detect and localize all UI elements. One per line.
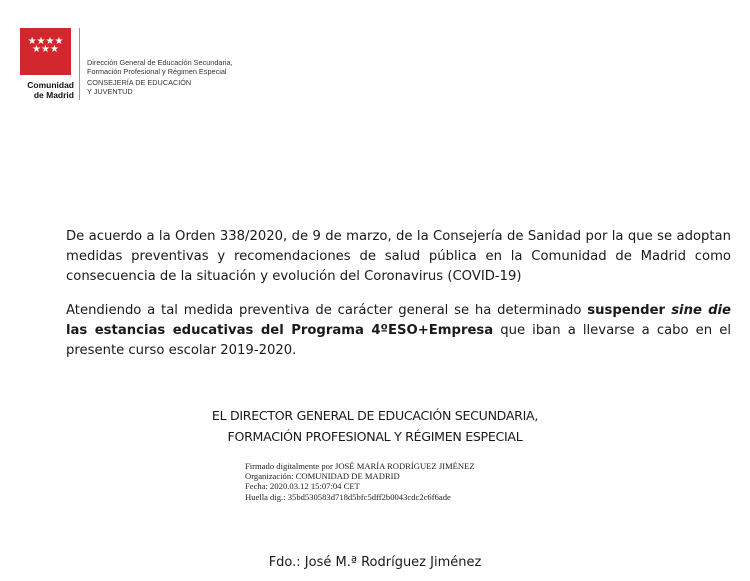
seven-stars-flag-icon [20,38,71,54]
comunidad-madrid-logo [20,28,71,75]
logo-name-line-2: de Madrid [33,89,74,100]
paragraph2-bold-programa: las estancias educativas del Programa 4ºESO+Empresa [66,323,494,338]
paragraph-order-reference: De acuerdo a la Orden 338/2020, de 9 de marzo, de la Consejería de Sanidad por la que se adoptan medidas preventivas y recomendaciones de salud pública en la Comunidad de Madrid como consecuencia de la situación y evolución del Coronavirus (COVID-19) [66,229,731,284]
logo-wordmark [18,81,74,100]
letterhead-divider [79,28,80,100]
signatory-title [0,405,750,447]
digital-signature-fingerprint: Huella dig.: 35bd530583d718d5bfc5dff2b0043cdc2c6f6ade [245,491,451,502]
paragraph-suspension-notice [66,301,731,361]
digital-signature-date: Fecha: 2020.03.12 15:07:04 CET [245,481,360,492]
paragraph2-bold-italic-sine-die: sine die [671,303,731,318]
ministry-line-2: Y JUVENTUD [87,87,133,96]
paragraph2-intro: Atendiendo a tal medida preventiva de carácter general se ha determinado [66,303,588,318]
paragraph2-outro: que iban a llevarse a cabo en el presente curso escolar 2019-2020. [66,323,731,358]
ministry-line-1: CONSEJERÍA DE EDUCACIÓN [87,78,192,87]
signatory-title-line-1: EL DIRECTOR GENERAL DE EDUCACIÓN SECUNDARIA, [211,408,539,423]
department-block [87,58,233,96]
digital-signature-signer: Firmado digitalmente por JOSÉ MARÍA RODRÍGUEZ JIMÉNEZ [245,461,475,471]
department-line-1: Dirección General de Educación Secundaria, [87,58,233,67]
paragraph2-bold-suspender: suspender [587,303,672,318]
signed-by-line: Fdo.: José M.ª Rodríguez Jiménez [268,555,482,570]
stars-row-top: ★★★★ [27,36,64,47]
logo-name-line-1: Comunidad [27,80,74,90]
digital-signature-organization: Organización: COMUNIDAD DE MADRID [245,471,400,482]
digital-signature-block [245,461,475,502]
department-line-2: Formación Profesional y Régimen Especial [87,67,227,76]
signatory-title-line-2: FORMACIÓN PROFESIONAL Y RÉGIMEN ESPECIAL [227,429,523,444]
stars-row-bottom: ★★★ [32,44,59,55]
